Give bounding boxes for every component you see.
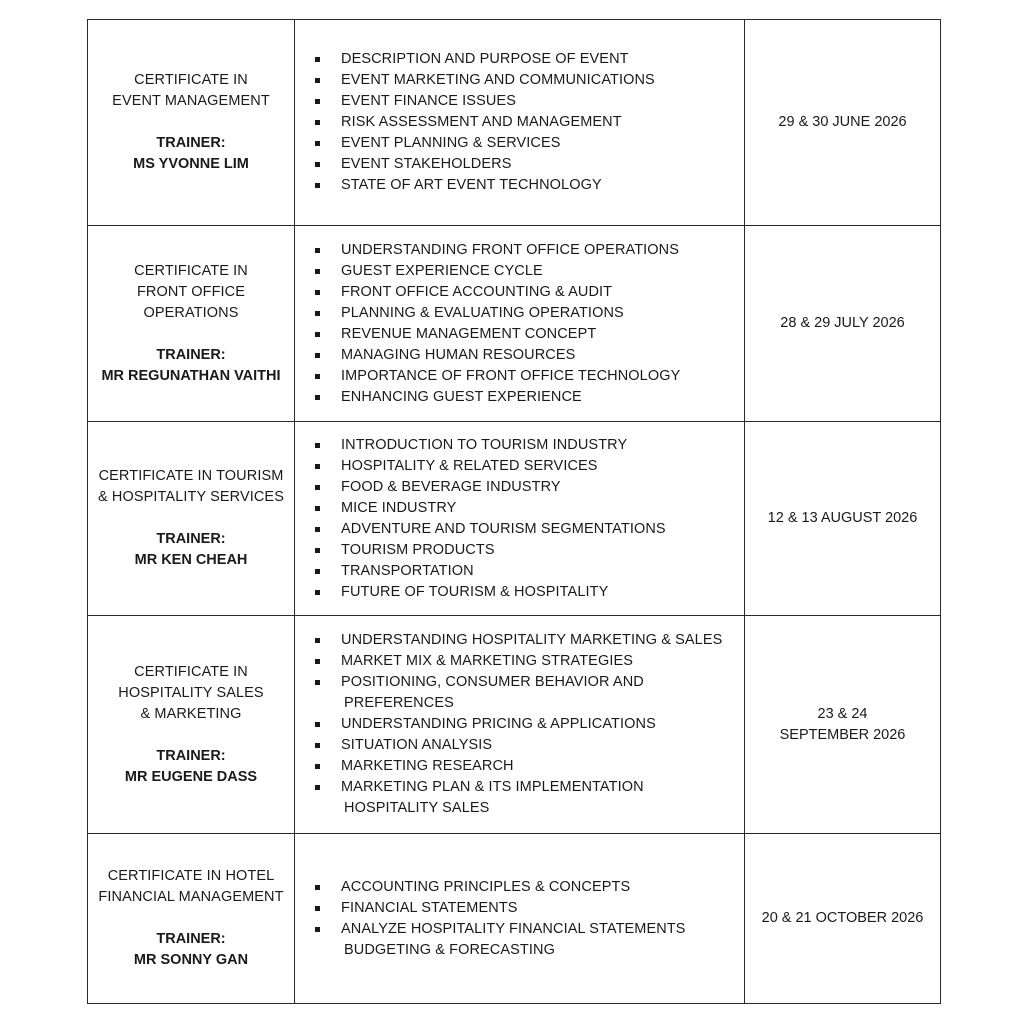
list-item xyxy=(313,672,734,714)
list-item xyxy=(313,133,734,154)
list-item xyxy=(313,435,734,456)
date-cell: 12 & 13 AUGUST 2026 xyxy=(745,422,941,616)
topic-text: MARKETING PLAN & ITS IMPLEMENTATION xyxy=(341,779,644,795)
list-item xyxy=(313,582,734,603)
list-item xyxy=(313,91,734,112)
square-bullet-icon xyxy=(315,548,320,553)
list-item xyxy=(313,735,734,756)
square-bullet-icon xyxy=(315,183,320,188)
topic-text: FUTURE OF TOURISM & HOSPITALITY xyxy=(341,583,609,600)
topic-text: TRANSPORTATION xyxy=(341,562,474,579)
square-bullet-icon xyxy=(315,269,320,274)
square-bullet-icon xyxy=(315,332,320,337)
topic-text: UNDERSTANDING HOSPITALITY MARKETING & SALES xyxy=(341,632,723,648)
topic-text: ACCOUNTING PRINCIPLES & CONCEPTS xyxy=(341,878,631,895)
table-row xyxy=(88,834,941,1004)
list-item xyxy=(313,919,734,961)
course-cell xyxy=(88,226,295,422)
topic-text: EVENT MARKETING AND COMMUNICATIONS xyxy=(341,72,655,88)
topic-text: REVENUE MANAGEMENT CONCEPT xyxy=(341,325,597,342)
course-schedule-table xyxy=(87,19,941,1004)
table-row xyxy=(88,422,941,616)
list-item xyxy=(313,540,734,561)
course-title: CERTIFICATE IN HOTEL FINANCIAL MANAGEMENT xyxy=(98,868,284,905)
topic-text-continuation: HOSPITALITY SALES xyxy=(344,800,490,816)
list-item xyxy=(313,456,734,477)
topic-text: UNDERSTANDING PRICING & APPLICATIONS xyxy=(341,716,656,732)
course-cell xyxy=(88,422,295,616)
square-bullet-icon xyxy=(315,248,320,253)
list-item xyxy=(313,877,734,898)
list-item xyxy=(313,630,734,651)
square-bullet-icon xyxy=(315,680,320,685)
list-item xyxy=(313,324,734,345)
date-cell: 29 & 30 JUNE 2026 xyxy=(745,20,941,226)
square-bullet-icon xyxy=(315,743,320,748)
topic-text: EVENT PLANNING & SERVICES xyxy=(341,135,561,151)
square-bullet-icon xyxy=(315,57,320,62)
list-item xyxy=(313,714,734,735)
square-bullet-icon xyxy=(315,927,320,932)
topic-text: MANAGING HUMAN RESOURCES xyxy=(341,346,576,363)
topic-text: FOOD & BEVERAGE INDUSTRY xyxy=(341,478,561,495)
course-cell xyxy=(88,20,295,226)
topic-text: PLANNING & EVALUATING OPERATIONS xyxy=(341,304,624,321)
course-title: CERTIFICATE IN FRONT OFFICE OPERATIONS xyxy=(134,262,248,321)
table-row xyxy=(88,616,941,834)
topic-text: TOURISM PRODUCTS xyxy=(341,541,495,558)
topic-text: MICE INDUSTRY xyxy=(341,499,457,516)
square-bullet-icon xyxy=(315,906,320,911)
topic-text: UNDERSTANDING FRONT OFFICE OPERATIONS xyxy=(341,241,680,258)
list-item xyxy=(313,898,734,919)
table-row xyxy=(88,226,941,422)
list-item xyxy=(313,70,734,91)
topics-cell xyxy=(295,20,745,226)
square-bullet-icon xyxy=(315,590,320,595)
topic-text: ENHANCING GUEST EXPERIENCE xyxy=(341,388,582,405)
square-bullet-icon xyxy=(315,141,320,146)
topic-list xyxy=(313,630,734,819)
list-item xyxy=(313,303,734,324)
square-bullet-icon xyxy=(315,162,320,167)
square-bullet-icon xyxy=(315,638,320,643)
topic-text: ADVENTURE AND TOURISM SEGMENTATIONS xyxy=(341,520,666,537)
square-bullet-icon xyxy=(315,659,320,664)
course-title: CERTIFICATE IN TOURISM & HOSPITALITY SERVICES xyxy=(98,468,284,505)
list-item xyxy=(313,366,734,387)
trainer-label: TRAINER: xyxy=(156,931,226,947)
list-item xyxy=(313,651,734,672)
topic-text-continuation: BUDGETING & FORECASTING xyxy=(344,941,555,958)
topics-cell xyxy=(295,834,745,1004)
topic-text: FINANCIAL STATEMENTS xyxy=(341,899,518,916)
trainer-name: MS YVONNE LIM xyxy=(133,156,249,172)
square-bullet-icon xyxy=(315,464,320,469)
square-bullet-icon xyxy=(315,506,320,511)
square-bullet-icon xyxy=(315,78,320,83)
course-cell xyxy=(88,616,295,834)
square-bullet-icon xyxy=(315,885,320,890)
list-item xyxy=(313,477,734,498)
list-item xyxy=(313,154,734,175)
trainer-label: TRAINER: xyxy=(156,531,226,547)
topics-cell xyxy=(295,422,745,616)
topic-list xyxy=(313,240,734,408)
topic-text: MARKETING RESEARCH xyxy=(341,758,514,774)
square-bullet-icon xyxy=(315,764,320,769)
square-bullet-icon xyxy=(315,353,320,358)
topic-text: GUEST EXPERIENCE CYCLE xyxy=(341,262,543,279)
trainer-name: MR EUGENE DASS xyxy=(124,768,258,785)
square-bullet-icon xyxy=(315,311,320,316)
topic-text: DESCRIPTION AND PURPOSE OF EVENT xyxy=(341,51,629,67)
list-item xyxy=(313,240,734,261)
topic-text: SITUATION ANALYSIS xyxy=(341,737,493,753)
course-title: CERTIFICATE IN HOSPITALITY SALES & MARKETING xyxy=(118,663,264,722)
topic-text: MARKET MIX & MARKETING STRATEGIES xyxy=(341,653,633,669)
topics-cell xyxy=(295,226,745,422)
date-cell: 23 & 24 SEPTEMBER 2026 xyxy=(745,616,941,834)
list-item xyxy=(313,756,734,777)
square-bullet-icon xyxy=(315,120,320,125)
topics-cell xyxy=(295,616,745,834)
square-bullet-icon xyxy=(315,99,320,104)
topic-list xyxy=(313,877,734,961)
square-bullet-icon xyxy=(315,569,320,574)
trainer-label: TRAINER: xyxy=(156,346,226,363)
topic-text: FRONT OFFICE ACCOUNTING & AUDIT xyxy=(341,283,613,300)
topic-text: STATE OF ART EVENT TECHNOLOGY xyxy=(341,177,602,193)
square-bullet-icon xyxy=(315,785,320,790)
date-cell: 20 & 21 OCTOBER 2026 xyxy=(745,834,941,1004)
trainer-name: MR KEN CHEAH xyxy=(134,552,248,568)
date-cell: 28 & 29 JULY 2026 xyxy=(745,226,941,422)
topic-text: EVENT STAKEHOLDERS xyxy=(341,156,512,172)
topic-text: HOSPITALITY & RELATED SERVICES xyxy=(341,457,598,474)
topic-text-continuation: PREFERENCES xyxy=(344,695,454,711)
topic-text: INTRODUCTION TO TOURISM INDUSTRY xyxy=(341,436,628,453)
list-item xyxy=(313,498,734,519)
topic-text: POSITIONING, CONSUMER BEHAVIOR AND xyxy=(341,674,644,690)
square-bullet-icon xyxy=(315,374,320,379)
trainer-label: TRAINER: xyxy=(156,135,226,151)
list-item xyxy=(313,387,734,408)
trainer-label: TRAINER: xyxy=(156,747,226,764)
topic-list xyxy=(313,49,734,196)
square-bullet-icon xyxy=(315,395,320,400)
topic-text: RISK ASSESSMENT AND MANAGEMENT xyxy=(341,114,622,130)
list-item xyxy=(313,261,734,282)
course-title: CERTIFICATE IN EVENT MANAGEMENT xyxy=(112,72,270,109)
list-item xyxy=(313,112,734,133)
trainer-name: MR SONNY GAN xyxy=(133,952,249,968)
course-cell xyxy=(88,834,295,1004)
square-bullet-icon xyxy=(315,443,320,448)
list-item xyxy=(313,561,734,582)
list-item xyxy=(313,282,734,303)
topic-list xyxy=(313,435,734,603)
list-item xyxy=(313,345,734,366)
square-bullet-icon xyxy=(315,485,320,490)
square-bullet-icon xyxy=(315,290,320,295)
square-bullet-icon xyxy=(315,722,320,727)
topic-text: IMPORTANCE OF FRONT OFFICE TECHNOLOGY xyxy=(341,367,681,384)
square-bullet-icon xyxy=(315,527,320,532)
topic-text: ANALYZE HOSPITALITY FINANCIAL STATEMENTS xyxy=(341,920,686,937)
trainer-name: MR REGUNATHAN VAITHI xyxy=(101,367,281,384)
list-item xyxy=(313,519,734,540)
list-item xyxy=(313,777,734,819)
list-item xyxy=(313,49,734,70)
topic-text: EVENT FINANCE ISSUES xyxy=(341,93,516,109)
list-item xyxy=(313,175,734,196)
table-row xyxy=(88,20,941,226)
